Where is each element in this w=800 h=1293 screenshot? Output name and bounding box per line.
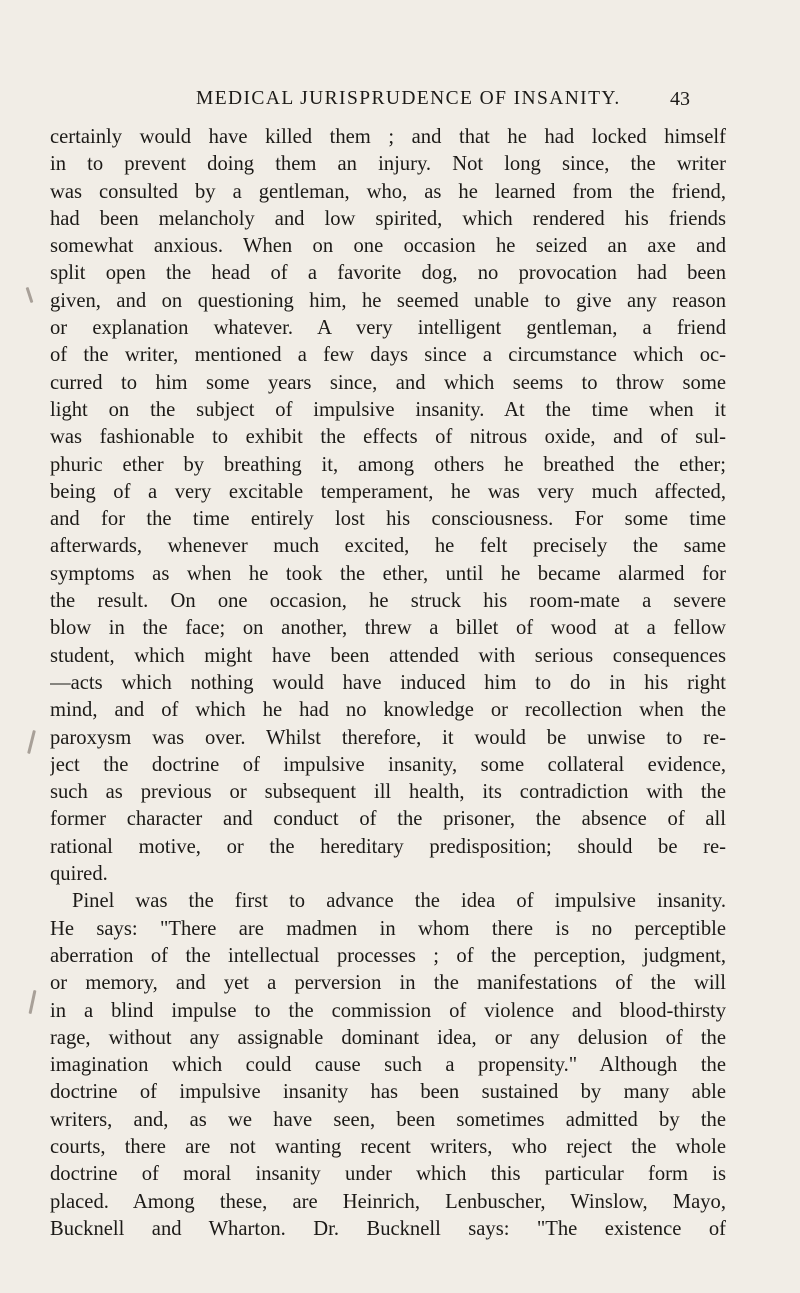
margin-mark bbox=[29, 990, 37, 1014]
paragraph-start-line: Pinel was the first to advance the idea of impulsive insanity. bbox=[72, 890, 726, 913]
text-line: imagination which could cause such a propensity." Although the bbox=[50, 1054, 726, 1077]
text-line: phuric ether by breathing it, among others he breathed the ether; bbox=[50, 453, 726, 476]
text-line: He says: "There are madmen in whom there is no perceptible bbox=[50, 917, 726, 940]
text-line: light on the subject of impulsive insanity. At the time when it bbox=[50, 398, 726, 421]
text-line: the result. On one occasion, he struck his room-mate a severe bbox=[50, 590, 726, 613]
text-line: paroxysm was over. Whilst therefore, it would be unwise to re- bbox=[50, 726, 726, 749]
body-text bbox=[50, 124, 726, 1243]
text-line: rational motive, or the hereditary predisposition; should be re- bbox=[50, 835, 726, 858]
text-line: certainly would have killed them ; and that he had locked himself bbox=[50, 126, 726, 148]
page-header bbox=[0, 84, 800, 114]
text-line: afterwards, whenever much excited, he felt precisely the same bbox=[50, 535, 726, 558]
paragraph-end-line: quired. bbox=[50, 863, 108, 886]
text-line: given, and on questioning him, he seemed unable to give any reason bbox=[50, 289, 726, 312]
text-line: former character and conduct of the prisoner, the absence of all bbox=[50, 808, 726, 831]
text-line: doctrine of impulsive insanity has been sustained by many able bbox=[50, 1081, 726, 1104]
text-line: courts, there are not wanting recent writers, who reject the whole bbox=[50, 1135, 726, 1158]
text-line: in to prevent doing them an injury. Not long since, the writer bbox=[50, 153, 726, 176]
text-line: in a blind impulse to the commission of violence and blood-thirsty bbox=[50, 999, 726, 1022]
text-line: doctrine of moral insanity under which this particular form is bbox=[50, 1163, 726, 1186]
text-line: was consulted by a gentleman, who, as he learned from the friend, bbox=[50, 180, 726, 203]
text-line: had been melancholy and low spirited, which rendered his friends bbox=[50, 207, 726, 230]
text-line: Bucknell and Wharton. Dr. Bucknell says: "The existence of bbox=[50, 1217, 726, 1240]
text-line: or memory, and yet a perversion in the manifestations of the will bbox=[50, 972, 726, 995]
text-line: placed. Among these, are Heinrich, Lenbuscher, Winslow, Mayo, bbox=[50, 1190, 726, 1213]
text-line: curred to him some years since, and which seems to throw some bbox=[50, 371, 726, 394]
margin-mark bbox=[27, 730, 36, 754]
text-line: mind, and of which he had no knowledge or recollection when the bbox=[50, 699, 726, 722]
text-line: —acts which nothing would have induced him to do in his right bbox=[50, 671, 726, 694]
text-line: rage, without any assignable dominant idea, or any delusion of the bbox=[50, 1026, 726, 1049]
text-line: writers, and, as we have seen, been sometimes admitted by the bbox=[50, 1108, 726, 1131]
running-title: MEDICAL JURISPRUDENCE OF INSANITY. bbox=[196, 88, 621, 109]
text-line: or explanation whatever. A very intelligent gentleman, a friend bbox=[50, 317, 726, 340]
text-line: such as previous or subsequent ill health, its contradiction with the bbox=[50, 781, 726, 804]
text-line: symptoms as when he took the ether, until he became alarmed for bbox=[50, 562, 726, 585]
margin-mark bbox=[26, 287, 34, 303]
text-line: blow in the face; on another, threw a billet of wood at a fellow bbox=[50, 617, 726, 640]
text-line: was fashionable to exhibit the effects of nitrous oxide, and of sul- bbox=[50, 426, 726, 449]
text-line: split open the head of a favorite dog, no provocation had been bbox=[50, 262, 726, 285]
text-line: and for the time entirely lost his consciousness. For some time bbox=[50, 508, 726, 531]
text-line: somewhat anxious. When on one occasion he seized an axe and bbox=[50, 235, 726, 258]
text-line: being of a very excitable temperament, he was very much affected, bbox=[50, 480, 726, 503]
text-line: ject the doctrine of impulsive insanity, some collateral evidence, bbox=[50, 753, 726, 776]
page-number: 43 bbox=[670, 88, 690, 110]
text-line: student, which might have been attended with serious consequences bbox=[50, 644, 726, 667]
text-line: aberration of the intellectual processes ; of the perception, judgment, bbox=[50, 944, 726, 967]
text-line: of the writer, mentioned a few days since a circumstance which oc- bbox=[50, 344, 726, 367]
